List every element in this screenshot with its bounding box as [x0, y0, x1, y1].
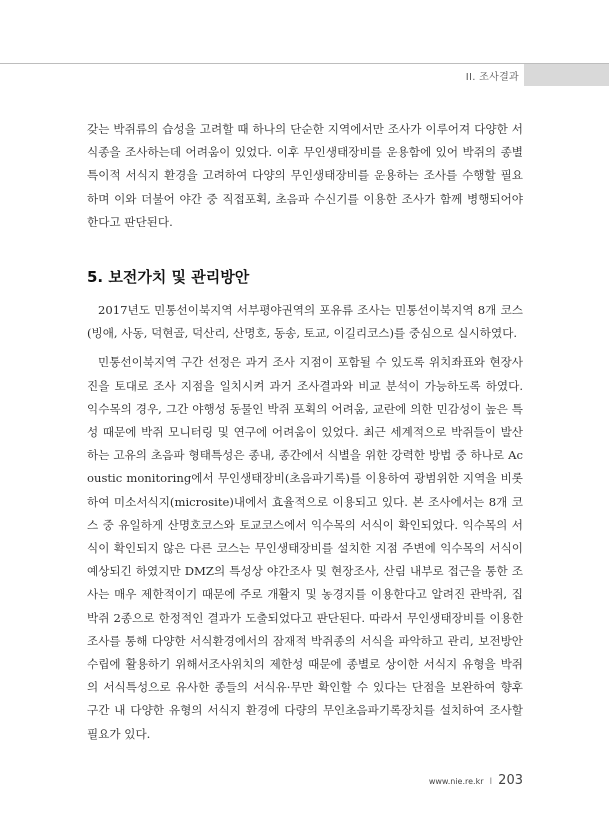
running-header: II. 조사결과	[465, 72, 519, 83]
footer-separator: I	[489, 777, 493, 787]
header-tab-block	[524, 64, 609, 86]
intro-paragraph: 갖는 박쥐류의 습성을 고려할 때 하나의 단순한 지역에서만 조사가 이루어져 다양한 서식종을 조사하는데 어려움이 있었다. 이후 무인생태장비를 운용함에 있어 박쥐의 종별 특이적 서식지 환경을 고려하여 다양의 무인생태장비를 운용하는 조사를 수행할 필요하며 이와 더불어 야간 중 직접포획, 초음파 수신기를 이용한 조사가 함께 병행되어야 한다고 판단된다.	[87, 122, 523, 229]
footer-url: www.nie.re.kr	[428, 777, 484, 786]
page-number: 203	[498, 773, 523, 788]
page-footer	[429, 773, 523, 788]
page-body	[87, 118, 523, 746]
section-heading: 5. 보전가치 및 관리방안	[87, 268, 250, 287]
body-paragraph-1: 2017년도 민통선이북지역 서부평야권역의 포유류 조사는 민통선이북지역 8개 코스(빙애, 사동, 덕현골, 덕산리, 산명호, 동송, 토교, 이길리코스)를 중심으로 실시하였다.	[87, 303, 523, 341]
body-paragraph-2: 민통선이북지역 구간 선정은 과거 조사 지점이 포함될 수 있도록 위치좌표와 현장사진을 토대로 조사 지점을 일치시켜 과거 조사결과와 비교 분석이 가능하도록 하였다. 익수목의 경우, 그간 야행성 동물인 박쥐 포획의 어려움, 교란에 의한 민감성이 높은 특성 때문에 박쥐 모니터링 및 연구에 어려움이 있었다. 최근 세계적으로 박쥐들이 발산하는 고유의 초음파 형태특성은 종내, 종간에서 식별을 위한 강력한 방법 중 하나로 Acoustic monitoring에서 무인생태장비(초음파기록)를 이용하여 광범위한 지역을 비롯하여 미소서식지(microsite)내에서 효율적으로 이용되고 있다. 본 조사에서는 8개 코스 중 유일하게 산명호코스와 토교코스에서 익수목의 서식이 확인되었다. 익수목의 서식이 확인되지 않은 다른 코스는 무인생태장비를 설치한 지점 주변에 익수목의 서식이 예상되긴 하였지만 DMZ의 특성상 야간조사 및 현장조사, 산림 내부로 접근을 통한 조사는 매우 제한적이기 때문에 주로 개활지 및 농경지를 이용한다고 알려진 관박쥐, 집박쥐 2종으로 한정적인 결과가 도출되었다고 판단된다. 따라서 무인생태장비를 이용한 조사를 통해 다양한 서식환경에서의 잠재적 박쥐종의 서식을 파악하고 관리, 보전방안 수립에 활용하기 위해서조사위치의 제한성 때문에 종별로 상이한 서식지 유형을 박쥐의 서식특성으로 유사한 종들의 서식유·무만 확인할 수 있다는 단점을 보완하여 향후 구간 내 다양한 유형의 서식지 환경에 다량의 무인초음파기록장치를 설치하여 조사할 필요가 있다.	[87, 355, 524, 741]
header-rule	[0, 63, 609, 64]
